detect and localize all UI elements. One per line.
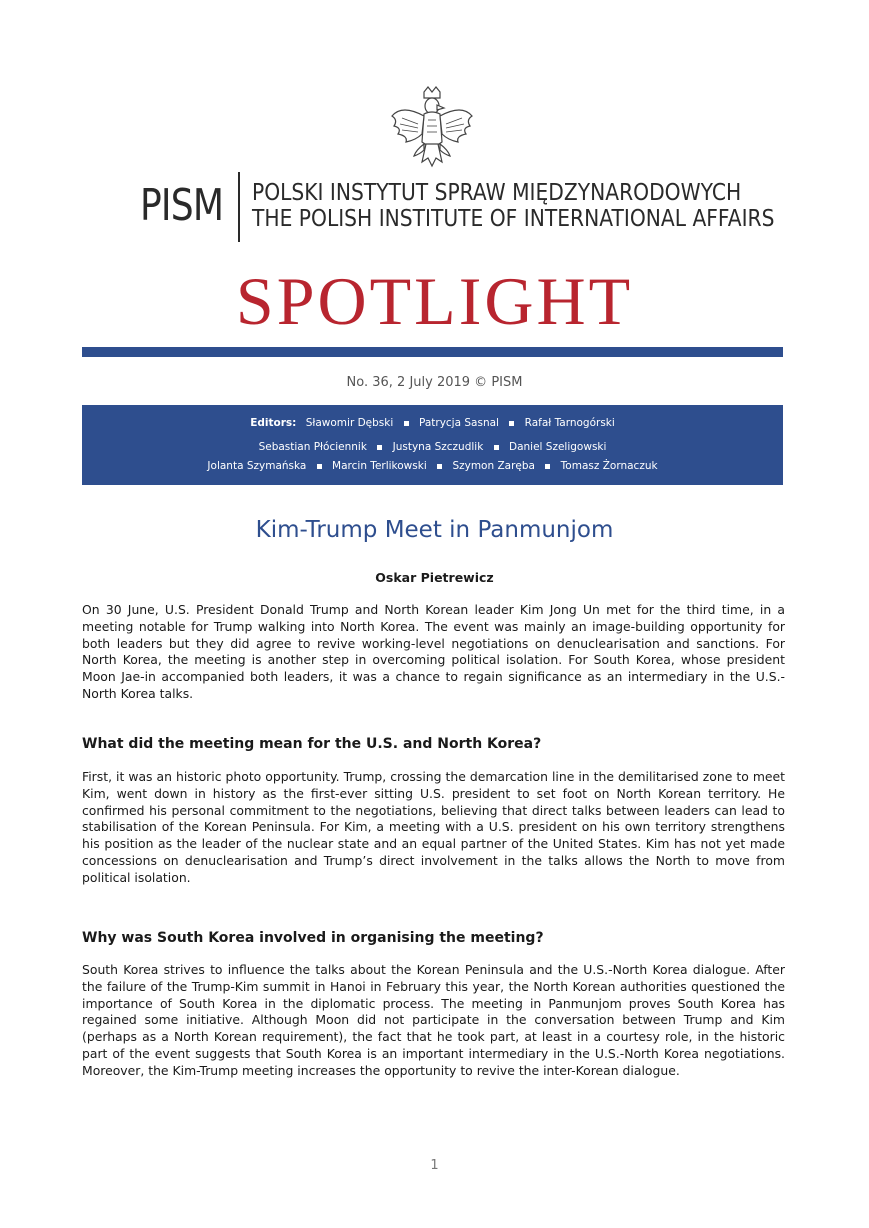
editors-line-3 bbox=[82, 460, 783, 472]
section-heading-1: What did the meeting mean for the U.S. and North Korea? bbox=[82, 736, 542, 752]
separator-square-icon bbox=[377, 445, 382, 450]
editor-name: Sebastian Płóciennik bbox=[258, 441, 367, 453]
section-heading-2: Why was South Korea involved in organising the meeting? bbox=[82, 930, 544, 946]
editor-name: Sławomir Dębski bbox=[305, 417, 394, 429]
section-paragraph-2: South Korea strives to influence the talks about the Korean Peninsula and the U.S.-North Korea dialogue. After the failure of the Trump-Kim summit in Hanoi in February this year, the North Korean authorities questioned the importance of South Korea in the diplomatic process. The meeting in Panmunjom proves South Korea has regained some initiative. Although Moon did not participate in the conversation between Trump and Kim (perhaps as a North Korean requirement), the fact that he took part, at least in a courtesy role, in the historic part of the event suggests that South Korea is an important intermediary in the U.S.-North Korea negotiations. Moreover, the Kim-Trump meeting increases the opportunity to revive the inter-Korean dialogue. bbox=[82, 962, 785, 1078]
logo-divider bbox=[238, 172, 240, 242]
editors-line-2 bbox=[82, 441, 783, 453]
intro-paragraph: On 30 June, U.S. President Donald Trump and North Korean leader Kim Jong Un met for the third time, in a meeting notable for Trump walking into North Korea. The event was mainly an image-building opportunity for both leaders but they did agree to revive working-level negotiations on denuclearisation and sanctions. For North Korea, the meeting is another step in overcoming political isolation. For South Korea, whose president Moon Jae-in accompanied both leaders, it was a chance to regain significance as an intermediary in the U.S.-North Korea talks. bbox=[82, 602, 785, 701]
editor-name: Jolanta Szymańska bbox=[207, 460, 307, 472]
editor-name: Rafał Tarnogórski bbox=[524, 417, 615, 429]
editor-name: Justyna Szczudlik bbox=[392, 441, 484, 453]
white-eagle-emblem-icon bbox=[388, 86, 476, 172]
issue-line: No. 36, 2 July 2019 © PISM bbox=[346, 375, 523, 390]
editor-name: Marcin Terlikowski bbox=[332, 460, 427, 472]
series-title: SPOTLIGHT bbox=[235, 263, 634, 339]
pism-logo bbox=[140, 172, 775, 244]
editor-name: Patrycja Sasnal bbox=[418, 417, 499, 429]
page-number: 1 bbox=[430, 1158, 439, 1173]
pism-logo-word: PISM bbox=[140, 180, 224, 231]
separator-square-icon bbox=[509, 421, 514, 426]
header-rule bbox=[82, 347, 783, 357]
institute-name-polish: POLSKI INSTYTUT SPRAW MIĘDZYNARODOWYCH bbox=[252, 180, 742, 206]
editors-label: Editors: bbox=[250, 417, 297, 429]
separator-square-icon bbox=[494, 445, 499, 450]
editors-line-1 bbox=[82, 417, 783, 429]
separator-square-icon bbox=[545, 464, 550, 469]
editors-box bbox=[82, 405, 783, 485]
article-author: Oskar Pietrewicz bbox=[375, 570, 494, 585]
article-title: Kim-Trump Meet in Panmunjom bbox=[255, 517, 614, 543]
editor-name: Daniel Szeligowski bbox=[508, 441, 607, 453]
separator-square-icon bbox=[404, 421, 409, 426]
editor-name: Szymon Zaręba bbox=[452, 460, 535, 472]
institute-name-english: THE POLISH INSTITUTE OF INTERNATIONAL AFFAIRS bbox=[252, 206, 775, 232]
separator-square-icon bbox=[437, 464, 442, 469]
separator-square-icon bbox=[317, 464, 322, 469]
section-paragraph-1: First, it was an historic photo opportunity. Trump, crossing the demarcation line in the demilitarised zone to meet Kim, went down in history as the first-ever sitting U.S. president to set foot on North Korean territory. He confirmed his personal commitment to the negotiations, believing that direct talks between leaders can lead to stabilisation of the Korean Peninsula. For Kim, a meeting with a U.S. president on his own territory strengthens his position as the leader of the nuclear state and an equal partner of the United States. Kim has not yet made concessions on denuclearisation and Trump’s direct involvement in the talks allows the North to move from political isolation. bbox=[82, 769, 785, 885]
editor-name: Tomasz Żornaczuk bbox=[560, 460, 658, 472]
